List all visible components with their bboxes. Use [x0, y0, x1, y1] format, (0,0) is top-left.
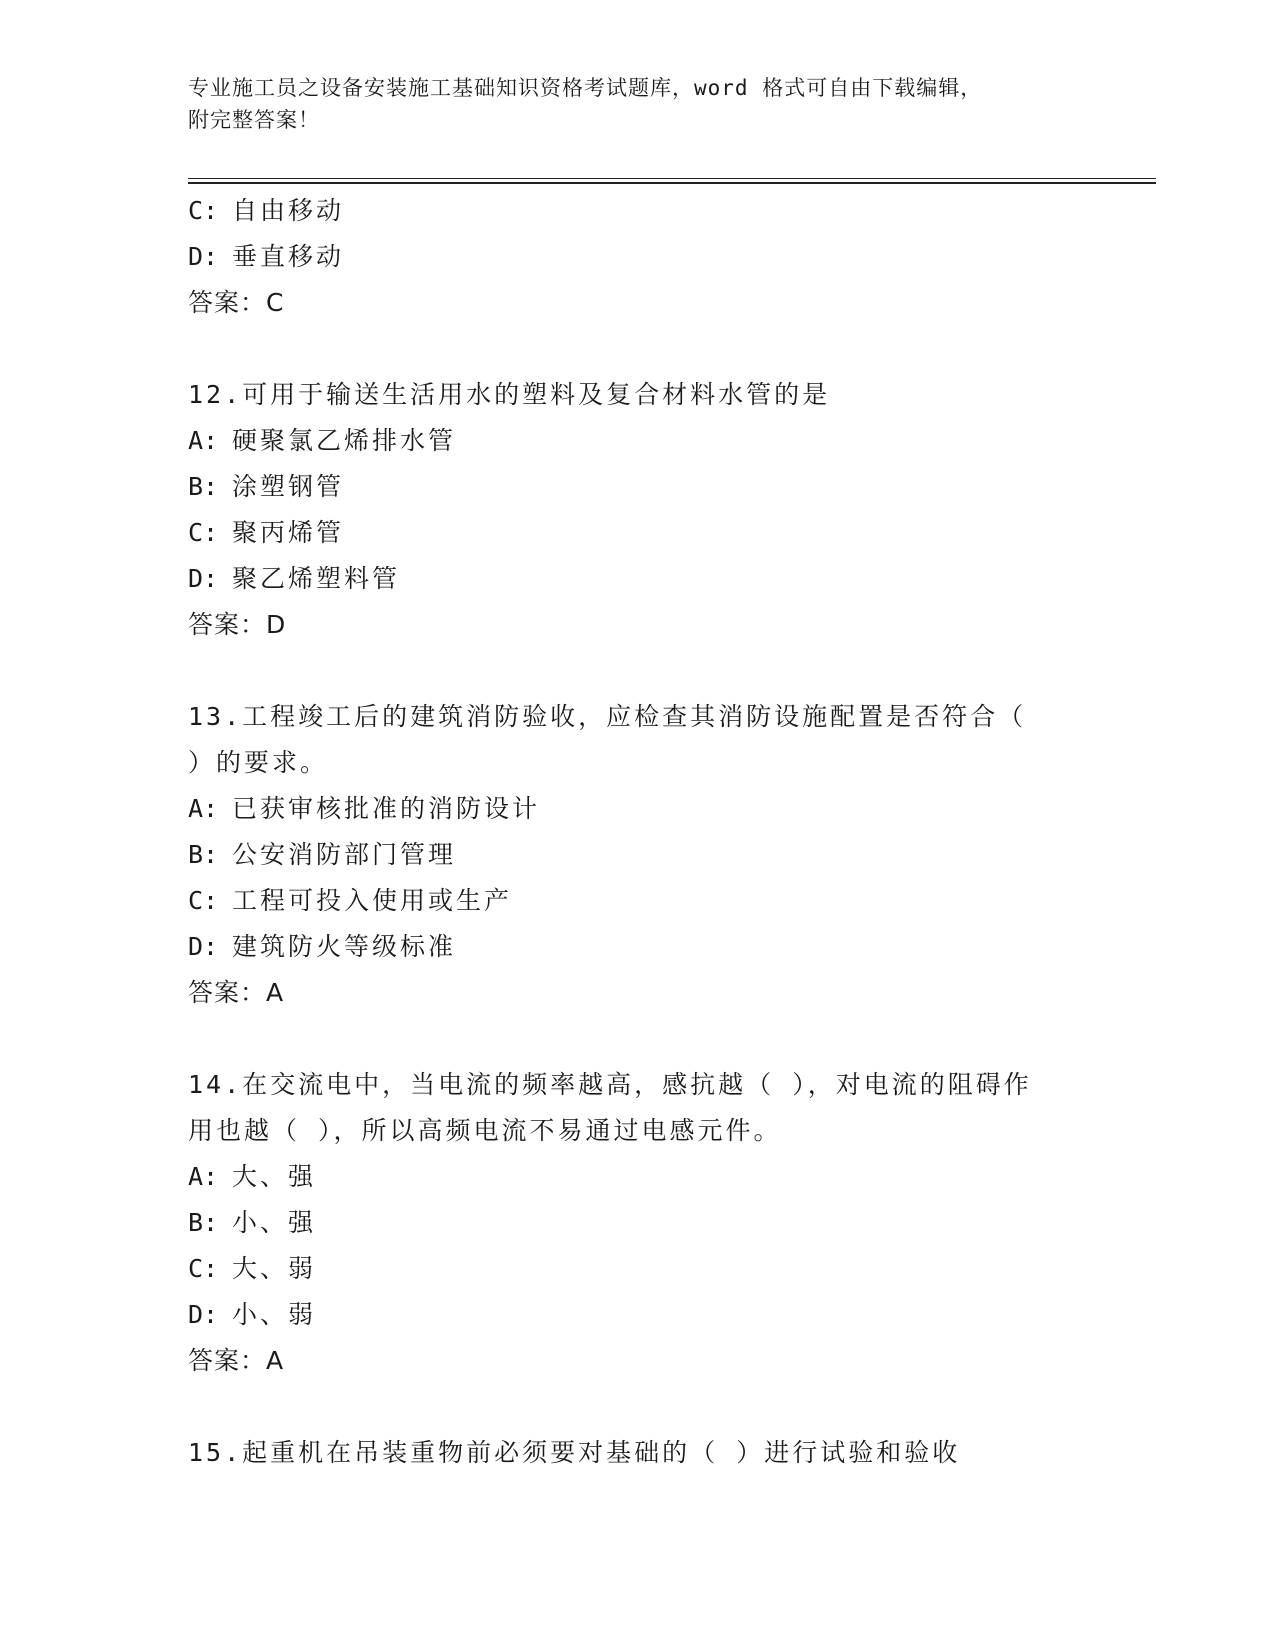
option-text: 垂直移动: [232, 242, 345, 271]
option-b: [188, 832, 1088, 878]
answer-line: 答案：D: [188, 610, 287, 639]
question-title-line-2: 用也越（ ），所以高频电流不易通过电感元件。: [188, 1116, 782, 1145]
question-14: [188, 1062, 1088, 1384]
spacer: [188, 326, 1088, 372]
header-line-2: 附完整答案！: [188, 108, 320, 132]
option-d: [188, 924, 1088, 970]
option-text: 自由移动: [232, 196, 345, 225]
question-title: 12.可用于输送生活用水的塑料及复合材料水管的是: [188, 380, 831, 409]
option-text: 小、强: [232, 1208, 317, 1237]
option-text: 聚乙烯塑料管: [232, 564, 401, 593]
answer-line: 答案：A: [188, 978, 285, 1007]
option-c: [188, 510, 1088, 556]
option-letter: D:: [188, 1300, 219, 1329]
previous-question-options: [188, 188, 1088, 326]
option-letter: D:: [188, 932, 219, 961]
option-text: 聚丙烯管: [232, 518, 345, 547]
header-rule-thick: [188, 182, 1156, 184]
option-text: 涂塑钢管: [232, 472, 345, 501]
option-a: [188, 786, 1088, 832]
option-letter: C:: [188, 518, 219, 547]
spacer: [188, 1016, 1088, 1062]
option-letter: B:: [188, 472, 219, 501]
spacer: [188, 1384, 1088, 1430]
answer-line: 答案：A: [188, 1346, 285, 1375]
option-letter: C:: [188, 1254, 219, 1283]
option-b: [188, 464, 1088, 510]
question-15: [188, 1430, 1088, 1476]
option-text: 工程可投入使用或生产: [232, 886, 513, 915]
option-text: 大、强: [232, 1162, 317, 1191]
option-c: [188, 1246, 1088, 1292]
option-text: 大、弱: [232, 1254, 317, 1283]
option-letter: D:: [188, 564, 219, 593]
answer-line: 答案：C: [188, 288, 285, 317]
question-title-line-1: 13.工程竣工后的建筑消防验收，应检查其消防设施配置是否符合（: [188, 702, 1027, 731]
option-c: [188, 878, 1088, 924]
option-letter: C:: [188, 196, 219, 225]
option-d: [188, 556, 1088, 602]
option-text: 硬聚氯乙烯排水管: [232, 426, 457, 455]
option-letter: D:: [188, 242, 219, 271]
question-12: [188, 372, 1088, 648]
option-text: 建筑防火等级标准: [232, 932, 457, 961]
option-b: [188, 1200, 1088, 1246]
document-header: [188, 72, 1088, 136]
option-a: [188, 418, 1088, 464]
option-text: 公安消防部门管理: [232, 840, 457, 869]
option-letter: A:: [188, 426, 219, 455]
option-text: 已获审核批准的消防设计: [232, 794, 541, 823]
question-title: 15.起重机在吊装重物前必须要对基础的（ ）进行试验和验收: [188, 1438, 961, 1467]
question-title-line-2: ）的要求。: [188, 748, 329, 777]
option-letter: A:: [188, 1162, 219, 1191]
header-rule-thin: [188, 178, 1156, 179]
option-letter: B:: [188, 840, 219, 869]
option-d: [188, 1292, 1088, 1338]
header-line-1: 专业施工员之设备安装施工基础知识资格考试题库，word 格式可自由下载编辑，: [188, 76, 983, 100]
question-13: [188, 694, 1088, 1016]
option-text: 小、弱: [232, 1300, 317, 1329]
option-letter: A:: [188, 794, 219, 823]
option-a: [188, 1154, 1088, 1200]
option-letter: C:: [188, 886, 219, 915]
question-title-line-1: 14.在交流电中，当电流的频率越高，感抗越（ ），对电流的阻碍作: [188, 1070, 1032, 1099]
option-c: [188, 188, 1088, 234]
spacer: [188, 648, 1088, 694]
option-letter: B:: [188, 1208, 219, 1237]
option-d: [188, 234, 1088, 280]
question-content: [188, 188, 1088, 1476]
